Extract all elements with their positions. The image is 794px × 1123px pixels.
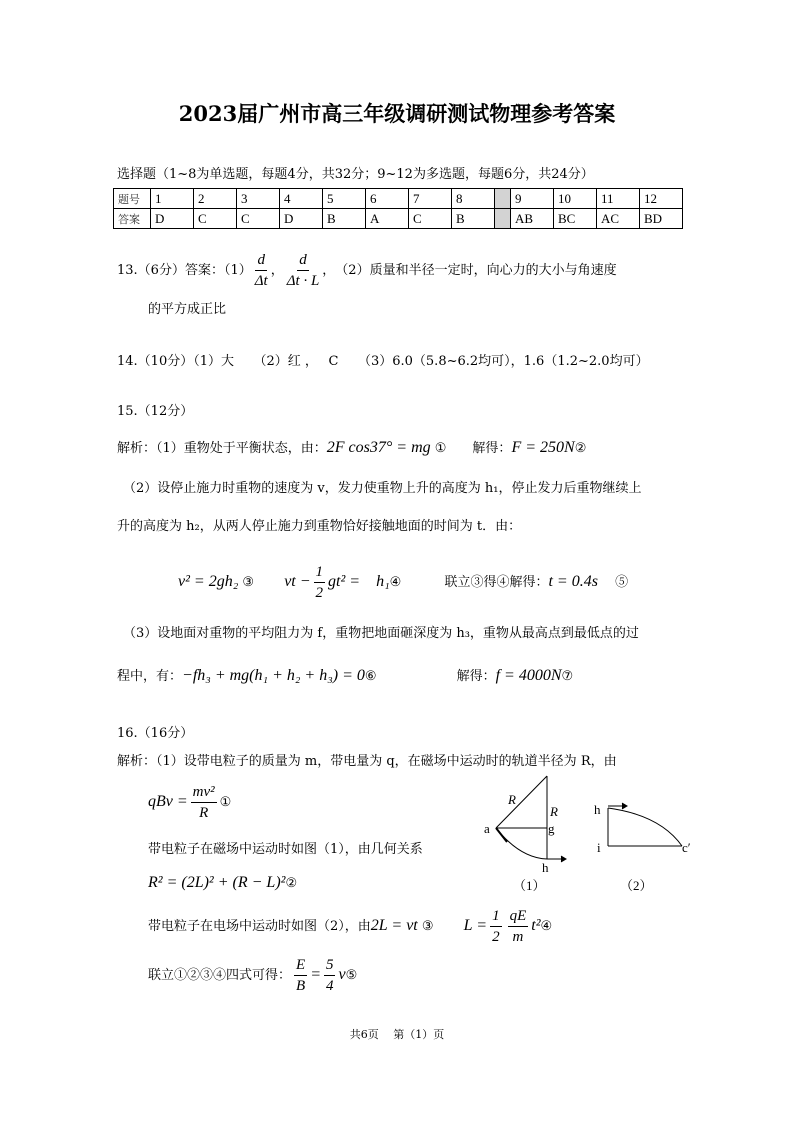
text: ④ [389,575,402,590]
question-number: 11 [597,189,640,209]
q15-line1 [117,438,586,459]
answer-cell: D [280,209,323,229]
denominator: B [296,978,306,994]
formula: f = 4000N [495,667,562,684]
question-number: 9 [511,189,554,209]
q15-equations [178,562,628,603]
text: 解析：（1）重物处于平衡状态，由： [117,441,327,456]
text: 联立③得④解得： [444,575,549,590]
q16-line1: 解析：（1）设带电粒子的质量为 m，带电量为 q，在磁场中运动时的轨道半径为 R，由 [117,754,617,769]
q15-line2: （2）设停止施力时重物的速度为 v，发力使重物上升的高度为 h₁，停止发力后重物继续上 [123,481,642,496]
label: h [594,802,601,817]
text: ③ [242,575,255,590]
separator: ， [270,263,284,278]
fraction [314,562,326,603]
formula: R² = (2L)² + (R − L)² [148,874,286,891]
label: g [548,821,555,836]
formula: v² = 2gh₂ [178,573,239,590]
q16-eq2 [148,873,297,894]
formula: 2L = vt [370,917,418,934]
answer-cell: A [366,209,409,229]
denominator: m [512,929,524,945]
answer-cell: C [194,209,237,229]
answer-cell: AB [511,209,554,229]
numerator: d [255,250,267,271]
numerator: qE [508,906,529,927]
denominator: 2 [315,585,324,601]
q16-line3 [148,906,552,947]
answer-cell: C [237,209,280,229]
label: h [542,860,549,875]
fraction [324,955,336,996]
formula: gt² = h₁ [328,573,390,590]
question-number: 12 [640,189,683,209]
answer-table [113,188,683,229]
formula: t = 0.4s [548,573,598,590]
text: ① 解得： [434,441,512,456]
figure-2 [608,803,682,846]
text: ② [285,876,298,891]
q15-line4: （3）设地面对重物的平均阻力为 f，重物把地面砸深度为 h₃，重物从最高点到最低点的过 [123,626,639,641]
text: ④ [540,919,553,934]
q16-head: 16.（16分） [117,726,194,741]
q13-cont: 的平方成正比 [148,302,227,317]
q15-line5 [117,666,573,687]
q14-line: 14.（10分）（1）大 （2）红 ， C （3）6.0（5.8~6.2均可），1.6（1.2~2.0均可） [117,354,649,369]
numerator: d [297,250,309,271]
label: i [597,840,601,855]
question-number: 2 [194,189,237,209]
text: 联立①②③④四式可得： [148,968,292,983]
text: ② [574,441,587,456]
figure-1 [496,776,566,862]
question-number: 10 [554,189,597,209]
formula: qBv = [148,793,188,810]
denominator: Δt [254,273,268,289]
page-footer: 共6页 第（1）页 [349,1028,445,1041]
numerator: mv² [191,782,217,803]
numerator: 1 [490,906,502,927]
q13-head: 13.（6分）答案：（1） [117,263,252,278]
formula: = [310,966,321,983]
question-number: 5 [323,189,366,209]
text: ⑦ [561,669,574,684]
fraction [490,906,502,947]
formula: vt − [284,573,311,590]
formula: 2F cos37° = mg [326,439,431,456]
fraction [508,906,529,947]
answer-cell: AC [597,209,640,229]
numerator: 1 [314,562,326,583]
answer-cell: B [452,209,495,229]
question-number: 3 [237,189,280,209]
formula: v [338,966,346,983]
question-number: 6 [366,189,409,209]
denominator: R [199,805,209,821]
question-number: 1 [151,189,194,209]
label: c′ [682,840,691,855]
question-number: 8 [452,189,495,209]
fraction [287,250,320,291]
question-number: 4 [280,189,323,209]
text: ⑤ [345,968,358,983]
gray-divider-cell [495,209,511,229]
answer-cell: BD [640,209,683,229]
denominator: 4 [325,978,334,994]
caption: （1） [513,878,546,893]
label: R [550,804,558,819]
text: 解得： [456,669,496,684]
fraction [255,250,268,291]
gray-divider-cell [495,189,511,209]
text: 带电粒子在电场中运动时如图（2），由 [148,919,371,934]
q16-line4 [148,955,357,996]
text: ① [219,795,232,810]
q13-line [117,250,617,291]
text: 程中，有： [117,669,183,684]
formula: L = [463,917,488,934]
table-row [114,189,683,209]
numerator: E [294,955,307,976]
text: ⑤ [615,575,629,590]
answer-cell: C [409,209,452,229]
answer-cell: BC [554,209,597,229]
q16-eq1 [148,782,231,823]
text: ⑥ [364,669,377,684]
figure-labels [484,792,691,893]
fraction [294,955,307,996]
text: ③ [421,919,434,934]
numerator: 5 [324,955,336,976]
q15-line3: 升的高度为 h₂，从两人停止施力到重物恰好接触地面的时间为 t．由： [117,519,522,534]
table-row [114,209,683,229]
answer-cell: D [151,209,194,229]
diagram-figures [470,770,710,900]
q16-line2: 带电粒子在磁场中运动时如图（1），由几何关系 [148,842,423,857]
label: R [508,792,516,807]
formula: −fh₃ + mg(h₁ + h₂ + h₃) = 0 [182,667,365,684]
row-label: 答案 [114,209,151,229]
fraction [191,782,217,823]
question-number: 7 [409,189,452,209]
denominator: 2 [492,929,500,945]
q13-part2: ， （2）质量和半径一定时，向心力的大小与角速度 [322,263,617,278]
formula: t² [531,917,541,934]
label: a [484,821,490,836]
page-title: 2023届广州市高三年级调研测试物理参考答案 [178,101,616,126]
row-label: 题号 [114,189,151,209]
denominator: Δt · L [286,273,320,289]
choice-intro: 选择题（1~8为单选题，每题4分，共32分；9~12为多选题，每题6分，共24分） [117,167,594,182]
formula: F = 250N [511,439,575,456]
caption: （2） [620,878,653,893]
q15-head: 15.（12分） [117,404,194,419]
answer-cell: B [323,209,366,229]
